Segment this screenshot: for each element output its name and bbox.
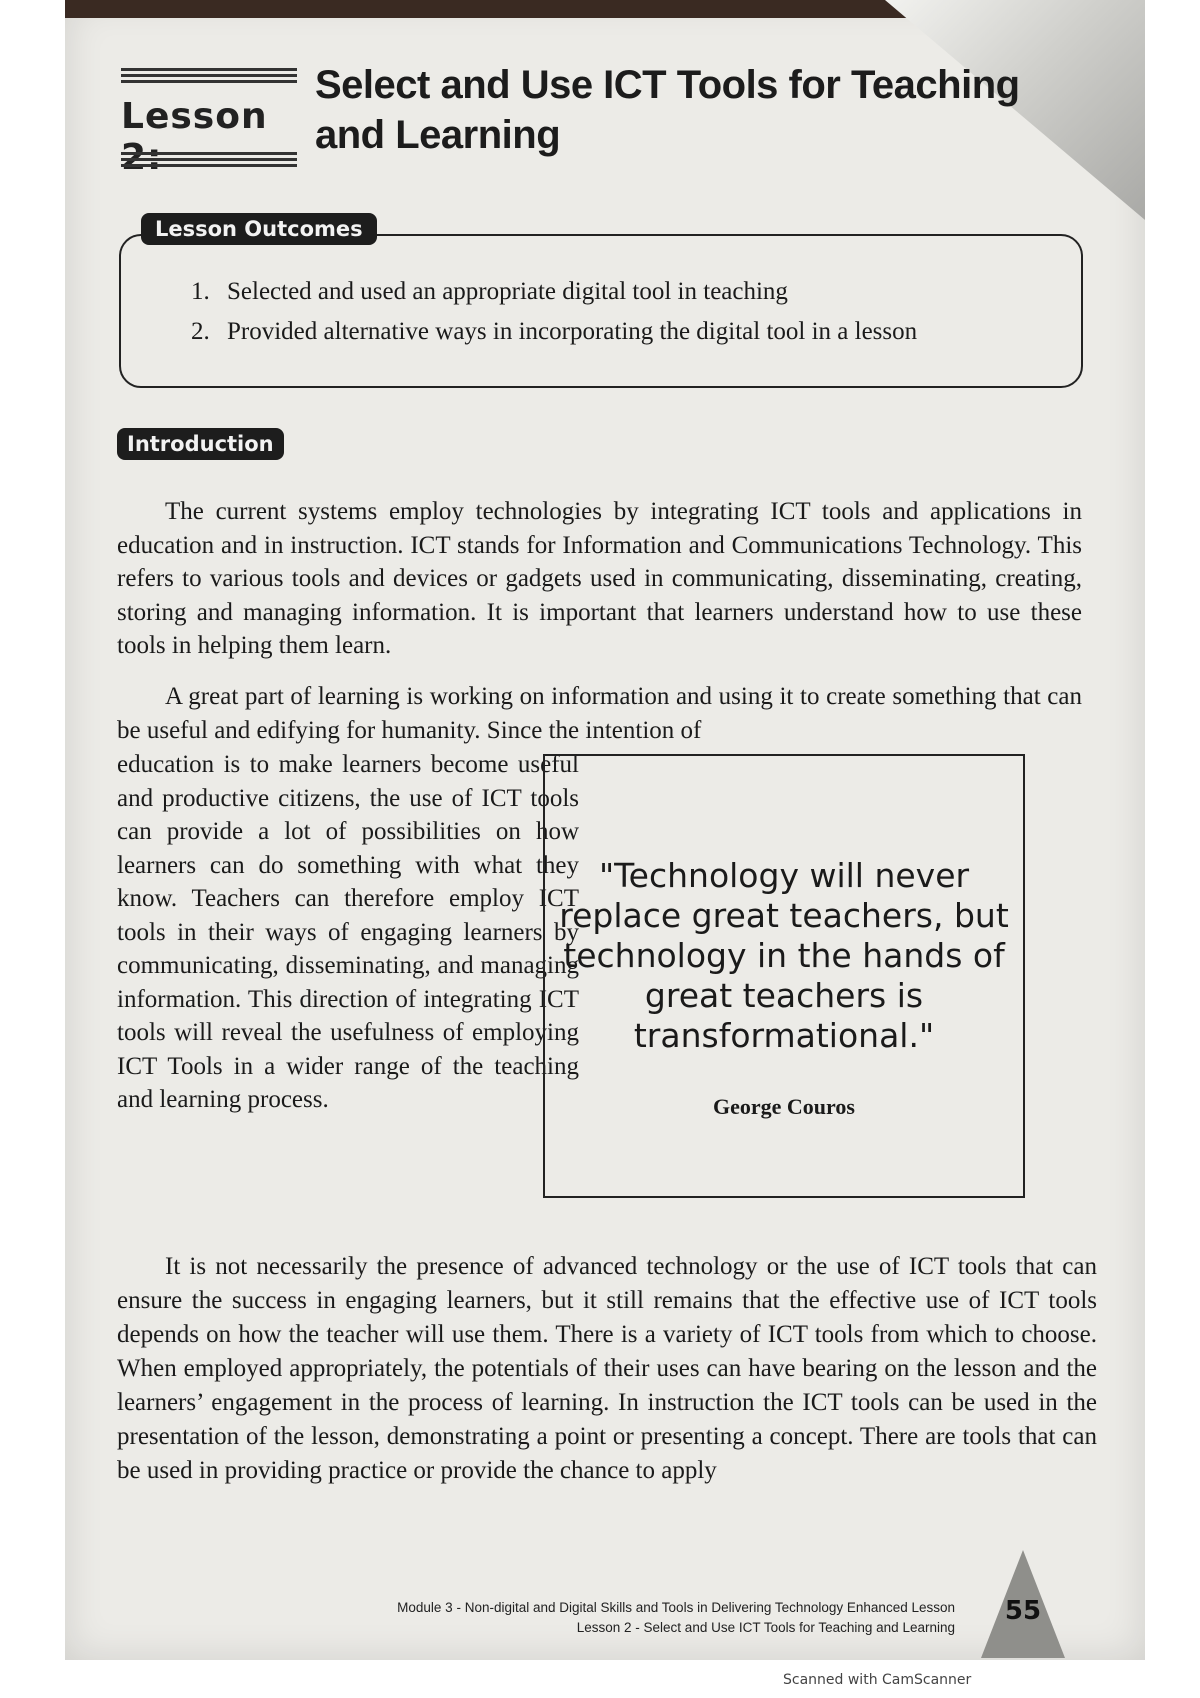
quote-box — [543, 754, 1025, 1198]
lesson-title: Select and Use ICT Tools for Teaching and Learning — [315, 63, 1020, 157]
intro-paragraph-1 — [117, 495, 1082, 663]
page-number: 55 — [1004, 1596, 1042, 1626]
lesson-outcomes-box — [119, 234, 1083, 388]
quote-author: George Couros — [713, 1094, 855, 1119]
outcome-item — [191, 312, 1051, 352]
header-rule — [121, 68, 297, 71]
intro-paragraph-3 — [117, 1250, 1097, 1488]
lesson-outcomes-tag: Lesson Outcomes — [141, 213, 377, 245]
introduction-tag: Introduction — [117, 428, 284, 460]
header-rule — [121, 158, 297, 161]
outcome-text: Provided alternative ways in incorporating the digital tool in a lesson — [227, 318, 918, 345]
page-footer — [335, 1598, 955, 1638]
intro-paragraph-1-text: The current systems employ technologies by integrating ICT tools and applications in education and in instruction. ICT stands for Information and Communications Technology. This refers to various tools and devices or gadgets used in communicating, disseminating, creating, storing and managing information. It is important that learners understand how to use these tools in helping them learn. — [117, 498, 1082, 659]
intro-paragraph-2-top-text: A great part of learning is working on information and using it to create something that can be useful and edifying for humanity. Since the intention of — [117, 683, 1082, 744]
header-rule — [121, 152, 297, 155]
scanner-watermark: Scanned with CamScanner — [783, 1672, 972, 1688]
footer-lesson-line: Lesson 2 - Select and Use ICT Tools for Teaching and Learning — [576, 1620, 955, 1635]
footer-module-line: Module 3 - Non-digital and Digital Skills and Tools in Delivering Technology Enhanced Lesson — [397, 1600, 955, 1615]
quote-text: "Technology will never replace great teachers, but technology in the hands of great teachers is transformational." — [559, 856, 1009, 1055]
header-rule — [121, 164, 297, 167]
intro-paragraph-2-wrap: education is to make learners become useful and productive citizens, the use of ICT tools can provide a lot of possibilities on how learners can do something with what they know. Teachers can therefore employ ICT tools in their ways of engaging learners by communicating, disseminating, and managing information. This direction of integrating ICT tools will reveal the usefulness of employing ICT Tools in a wider range of the teaching and learning process. — [117, 751, 579, 1113]
lesson-label: Lesson — [121, 96, 268, 137]
outcome-number: 2. — [191, 318, 210, 345]
document-page — [65, 0, 1145, 1660]
intro-paragraph-3-text: It is not necessarily the presence of advanced technology or the use of ICT tools that can ensure the success in engaging learners, but it still remains that the effective use of ICT tools depends on how the teacher will use them. There is a variety of ICT tools from which to choose. When employed appropriately, the potentials of their uses can have bearing on the lesson and the learners’ engagement in the process of learning. In instruction the ICT tools can be used in the presentation of the lesson, demonstrating a point or presenting a concept. There are tools that can be used in providing practice or provide the chance to apply — [117, 1253, 1097, 1484]
outcomes-list — [191, 272, 1051, 352]
outcome-number: 1. — [191, 278, 210, 305]
outcome-text: Selected and used an appropriate digital tool in teaching — [227, 278, 788, 305]
intro-paragraph-2-top — [117, 680, 1082, 747]
outcome-item — [191, 272, 1051, 312]
header-rule — [121, 80, 297, 83]
header-rule — [121, 74, 297, 77]
